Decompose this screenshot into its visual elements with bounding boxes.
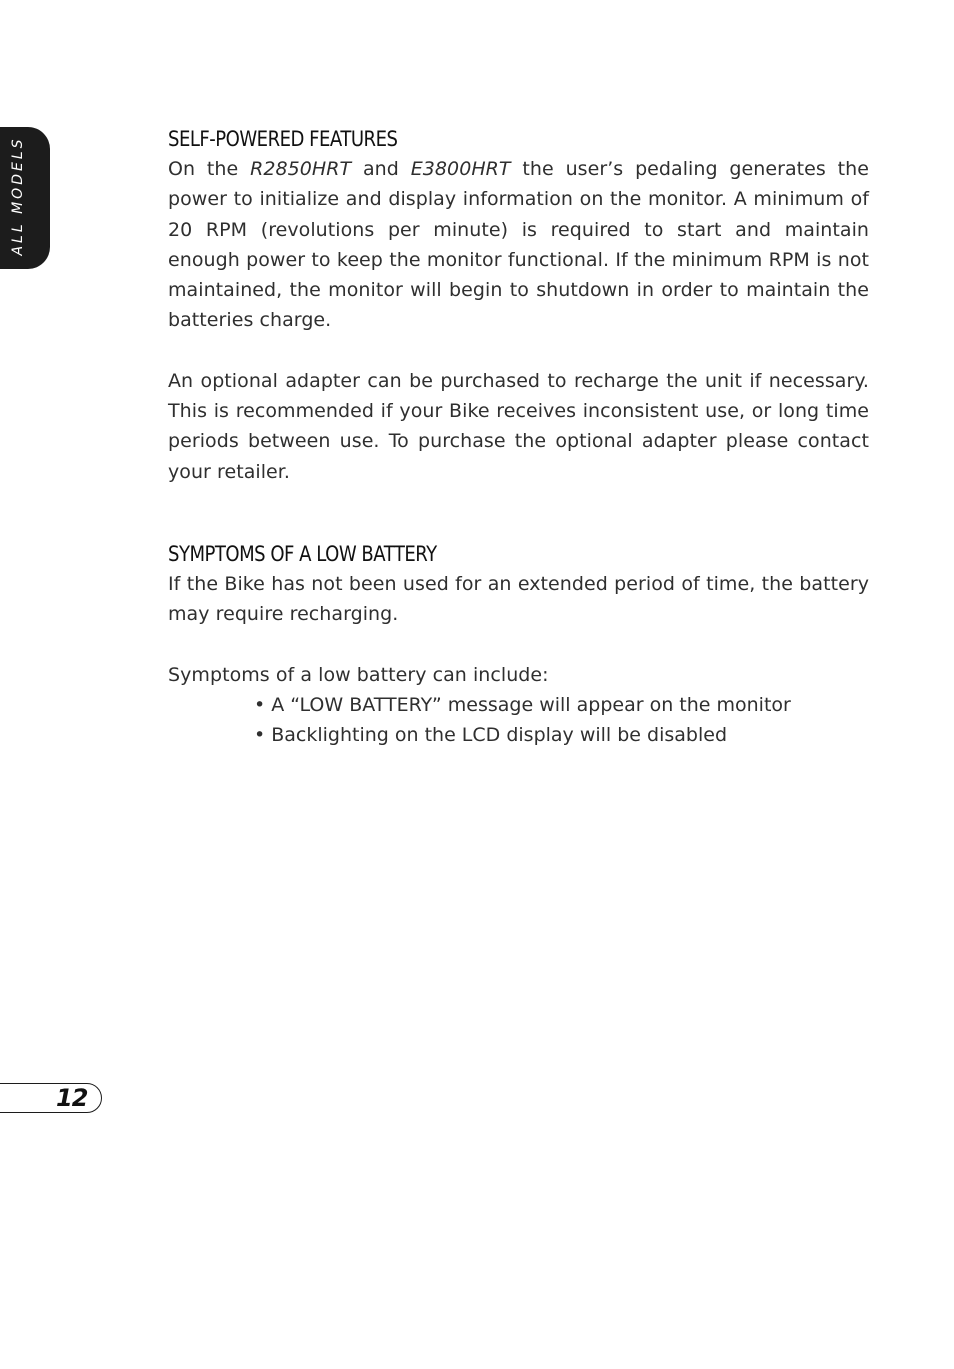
model-name: R2850HRT (250, 158, 352, 180)
text-run: the user’s pedaling generates the power to initialize and display information on the monitor. A minimum of 20 RPM (revolutions per minute) is required to start and maintain enough power to keep the monitor functional. If the minimum RPM is not maintained, the monitor will begin to shutdown in order to maintain the batteries charge. (168, 158, 870, 332)
page-content (168, 124, 869, 750)
section-heading-low-battery: SYMPTOMS OF A LOW BATTERY (168, 541, 437, 566)
page-number: 12 (56, 1084, 88, 1112)
section-heading-self-powered: SELF-POWERED FEATURES (168, 127, 398, 151)
list-item: • A “LOW BATTERY” message will appear on the monitor (254, 690, 869, 720)
paragraph-optional-adapter: An optional adapter can be purchased to recharge the unit if necessary. This is recommended if your Bike receives inconsistent use, or long time periods between use. To purchase the optional adapter please contact your retailer. (168, 369, 869, 483)
paragraph-symptoms-lead: Symptoms of a low battery can include: (168, 663, 549, 686)
text-run: On the (168, 158, 251, 180)
paragraph-self-powered-intro (168, 154, 869, 336)
paragraph-low-battery-intro: If the Bike has not been used for an extended period of time, the battery may require recharging. (168, 572, 869, 626)
list-item: • Backlighting on the LCD display will be disabled (254, 720, 869, 750)
model-name: E3800HRT (410, 158, 511, 180)
symptoms-list (168, 690, 869, 751)
text-run: and (351, 158, 411, 180)
side-tab-label: ALL MODELS (10, 136, 26, 256)
